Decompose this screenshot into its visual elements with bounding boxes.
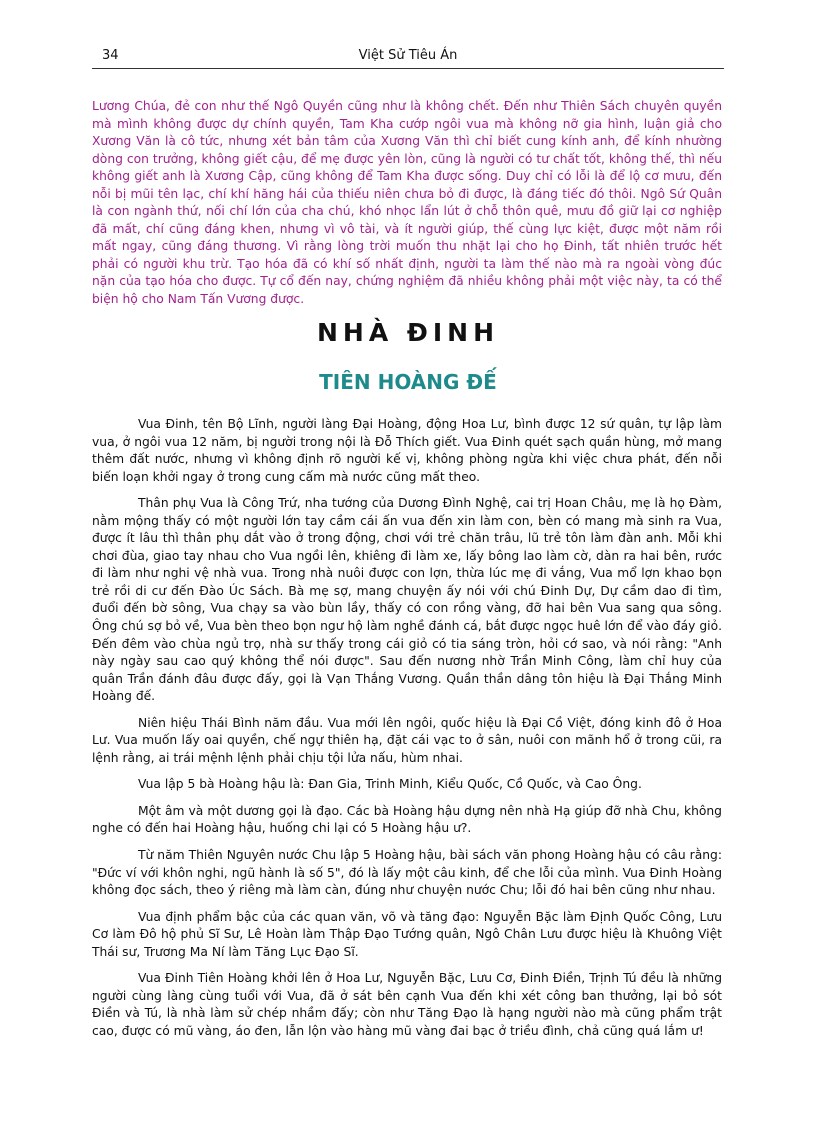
body-text <box>92 416 722 1050</box>
body-paragraph: Vua Đinh Tiên Hoàng khởi lên ở Hoa Lư, Nguyễn Bặc, Lưu Cơ, Đinh Điền, Trịnh Tú đều là những người cùng làng cùng tuổi với Vua, đã ở sát bên cạnh Vua đến khi xét công ban thưởng, lại bỏ sót Điền và Tú, là nhà làm sử chép nhầm đấy; còn như Tăng Đạo là hạng người nào mà cũng phẩm trật cao, được có mũ vàng, áo đen, lẫn lộn vào hàng mũ vàng đai bạc ở triều đình, chả cũng quá lắm ư! <box>92 971 722 1038</box>
page-header <box>92 46 724 69</box>
body-paragraph: Thân phụ Vua là Công Trứ, nha tướng của Dương Đình Nghệ, cai trị Hoan Châu, mẹ là họ Đàm, nằm mộng thấy có một người lớn tay cầm cái ấn vua đến xin làm con, bèn có mang mà sinh ra Vua, được ít lâu thì thân phụ dắt vào ở trong động, chơi với trẻ chăn trâu, lũ trẻ tôn làm đàn anh. Mỗi khi chơi đùa, giao tay nhau cho Vua ngồi lên, khiêng đi làm xe, lấy bông lao làm cờ, dàn ra hai bên, rước đi làm như nghi vệ nhà vua. Trong nhà nuôi được con lợn, thừa lúc mẹ đi vắng, Vua mổ lợn khao bọn trẻ rồi di cư đến Đào Úc Sách. Bà mẹ sợ, mang chuyện ấy nói với chú Đinh Dự, Dự cầm dao đi tìm, đuổi đến bờ sông, Vua chạy sa vào bùn lầy, thấy có con rồng vàng, đỡ hai bên Vua sang qua sông. Ông chú sợ bỏ về, Vua bèn theo bọn ngư hộ làm nghề đánh cá, bắt được ngọc huê lớn để vào đáy giỏ. Đến đêm vào chùa ngủ trọ, nhà sư thấy trong cái giỏ có tia sáng tròn, hỏi cớ sao, và nói rằng: "Anh này ngày sau cao quý không thể nói được". Sau đến nương nhờ Trần Minh Công, làm chỉ huy của quân Trần đánh đâu được đấy, gọi là Vạn Thắng Vương. Quần thần dâng tôn hiệu là Đại Thắng Minh Hoàng đế. <box>92 496 722 704</box>
page-number: 34 <box>102 48 119 63</box>
body-paragraph: Vua lập 5 bà Hoàng hậu là: Đan Gia, Trinh Minh, Kiểu Quốc, Cồ Quốc, và Cao Ông. <box>138 777 642 792</box>
body-paragraph: Một âm và một dương gọi là đạo. Các bà Hoàng hậu dựng nên nhà Hạ giúp đỡ nhà Chu, không nghe có đến hai Hoàng hậu, huống chi lại có 5 Hoàng hậu ư?. <box>92 803 722 836</box>
body-paragraph: Vua Đinh, tên Bộ Lĩnh, người làng Đại Hoàng, động Hoa Lư, bình được 12 sứ quân, tự lập làm vua, ở ngôi vua 12 năm, bị người trong nội là Đỗ Thích giết. Vua Đinh quét sạch quần hùng, mở mang thêm đất nước, nhưng vì không định rõ người kế vị, không phòng ngừa khi việc chưa phát, đến nỗi biến loạn khởi ngay ở trong cung cấm mà nước cũng mất theo. <box>92 417 722 484</box>
section-title: TIÊN HOÀNG ĐẾ <box>319 370 497 394</box>
intro-paragraph: Lương Chúa, đẻ con như thế Ngô Quyền cũng như là không chết. Đến như Thiên Sách chuyên quyền mà mình không được dự chính quyền, Tam Kha cướp ngôi vua mà không nỡ gia hình, luận giả cho Xương Văn là cô tức, nhưng xét bản tâm của Xương Văn thì chỉ biết cung kính anh, để kính nhường dòng con trưởng, không giết cậu, để mẹ được yên lòn, cũng là người có tư chất tốt, không thế, thì nếu không giết anh là Xương Cập, cũng không để Tam Kha được sống. Duy chỉ có lỗi là để lộ cơ mưu, đến nỗi bị mũi tên lạc, chí khí hăng hái của thiếu niên chưa bỏ đi được, là đáng tiếc đó thôi. Ngô Sứ Quân là con ngành thứ, nối chí lớn của cha chú, khó nhọc lẩn lút ở chỗ thôn quê, mưu đồ giữ lại cơ nghiệp đã mất, chí cũng đáng khen, nhưng vì vô tài, và ít người giúp, thế cùng lực kiệt, được một năm rồi mất ngay, cũng đáng thương. Vì rằng lòng trời muốn thu nhặt lại cho họ Đinh, tất nhiên trước hết phải có người khu trừ. Tạo hóa đã có khí số nhất định, người ta làm thế nào mà ra ngoài vòng đúc nặn của tạo hóa cho được. Tự cổ đến nay, chứng nghiệm đã nhiều không phải một việc này, ta có thể biện hộ cho Nam Tấn Vương được. <box>92 99 722 307</box>
chapter-title: NHÀ ĐINH <box>317 318 499 347</box>
body-paragraph: Niên hiệu Thái Bình năm đầu. Vua mới lên ngôi, quốc hiệu là Đại Cồ Việt, đóng kinh đô ở Hoa Lư. Vua muốn lấy oai quyền, chế ngự thiên hạ, đặt cái vạc to ở sân, nuôi con mãnh hổ ở trong cũi, ra lệnh rằng, ai trái mệnh lệnh phải chịu tội lửa nấu, hùm nhai. <box>92 715 722 765</box>
running-title: Việt Sử Tiêu Án <box>358 48 458 63</box>
body-paragraph: Vua định phẩm bậc của các quan văn, võ và tăng đạo: Nguyễn Bặc làm Định Quốc Công, Lưu Cơ làm Đô hộ phủ Sĩ Sư, Lê Hoàn làm Thập Đạo Tướng quân, Ngô Chân Lưu được hiệu là Khuông Việt Thái sư, Trương Ma Ní làm Tăng Lục Đạo Sĩ. <box>92 909 722 959</box>
body-paragraph: Từ năm Thiên Nguyên nước Chu lập 5 Hoàng hậu, bài sách văn phong Hoàng hậu có câu rằng: "Đức ví với khôn nghi, ngũ hành là số 5", đó là lấy một câu kinh, để che lỗi của mình. Vua Đinh Hoàng không đọc sách, theo ý riêng mà làm càn, đúng như chuyện nước Chu; lỗi đó hai bên cũng như nhau. <box>92 848 722 898</box>
